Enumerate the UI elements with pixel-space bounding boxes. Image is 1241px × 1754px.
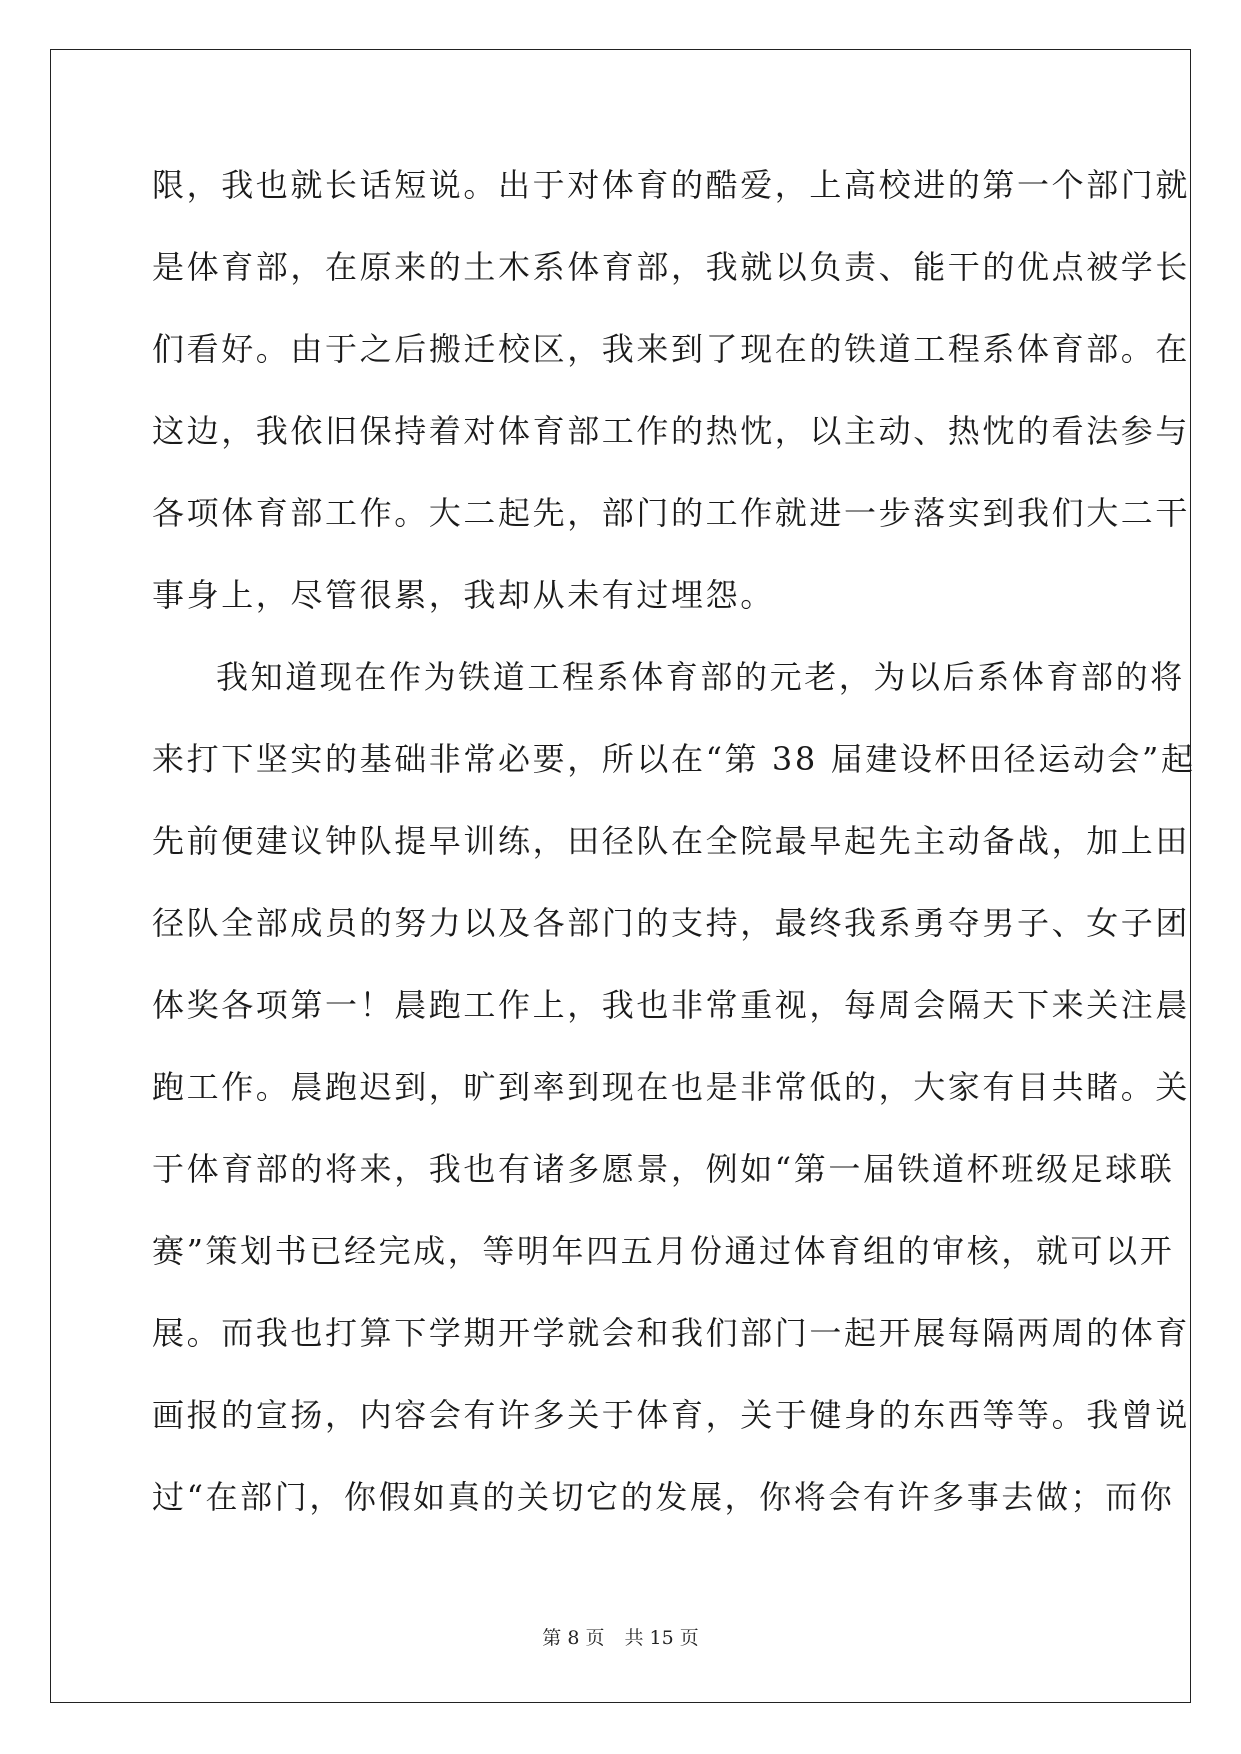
- text-line: 先前便建议钟队提早训练，田径队在全院最早起先主动备战，加上田: [152, 822, 1191, 860]
- page-footer: [0, 1626, 1241, 1650]
- text-line: 来打下坚实的基础非常必要，所以在“第 38 届建设杯田径运动会”起: [152, 740, 1196, 778]
- text-line: 这边，我依旧保持着对体育部工作的热忱，以主动、热忱的看法参与: [152, 412, 1191, 450]
- text-line: 径队全部成员的努力以及各部门的支持，最终我系勇夺男子、女子团: [152, 904, 1191, 942]
- text-line: 我知道现在作为铁道工程系体育部的元老，为以后系体育部的将: [216, 658, 1185, 696]
- text-line: 展。而我也打算下学期开学就会和我们部门一起开展每隔两周的体育: [152, 1314, 1191, 1352]
- total-pages: 共 15 页: [624, 1627, 699, 1649]
- text-line: 画报的宣扬，内容会有许多关于体育，关于健身的东西等等。我曾说: [152, 1396, 1191, 1434]
- text-line: 过“在部门，你假如真的关切它的发展，你将会有许多事去做；而你: [152, 1478, 1175, 1516]
- text-line: 事身上，尽管很累，我却从未有过埋怨。: [152, 576, 775, 614]
- page-number: 第 8 页: [542, 1627, 605, 1649]
- document-body: [152, 162, 1196, 1556]
- text-line: 赛”策划书已经完成，等明年四五月份通过体育组的审核，就可以开: [152, 1232, 1175, 1270]
- text-line: 各项体育部工作。大二起先，部门的工作就进一步落实到我们大二干: [152, 494, 1191, 532]
- text-line: 体奖各项第一！晨跑工作上，我也非常重视，每周会隔天下来关注晨: [152, 986, 1191, 1024]
- text-line: 限，我也就长话短说。出于对体育的酷爱，上高校进的第一个部门就: [152, 166, 1191, 204]
- text-line: 于体育部的将来，我也有诸多愿景，例如“第一届铁道杯班级足球联: [152, 1150, 1175, 1188]
- text-line: 跑工作。晨跑迟到，旷到率到现在也是非常低的，大家有目共睹。关: [152, 1068, 1191, 1106]
- text-line: 是体育部，在原来的土木系体育部，我就以负责、能干的优点被学长: [152, 248, 1191, 286]
- text-line: 们看好。由于之后搬迁校区，我来到了现在的铁道工程系体育部。在: [152, 330, 1191, 368]
